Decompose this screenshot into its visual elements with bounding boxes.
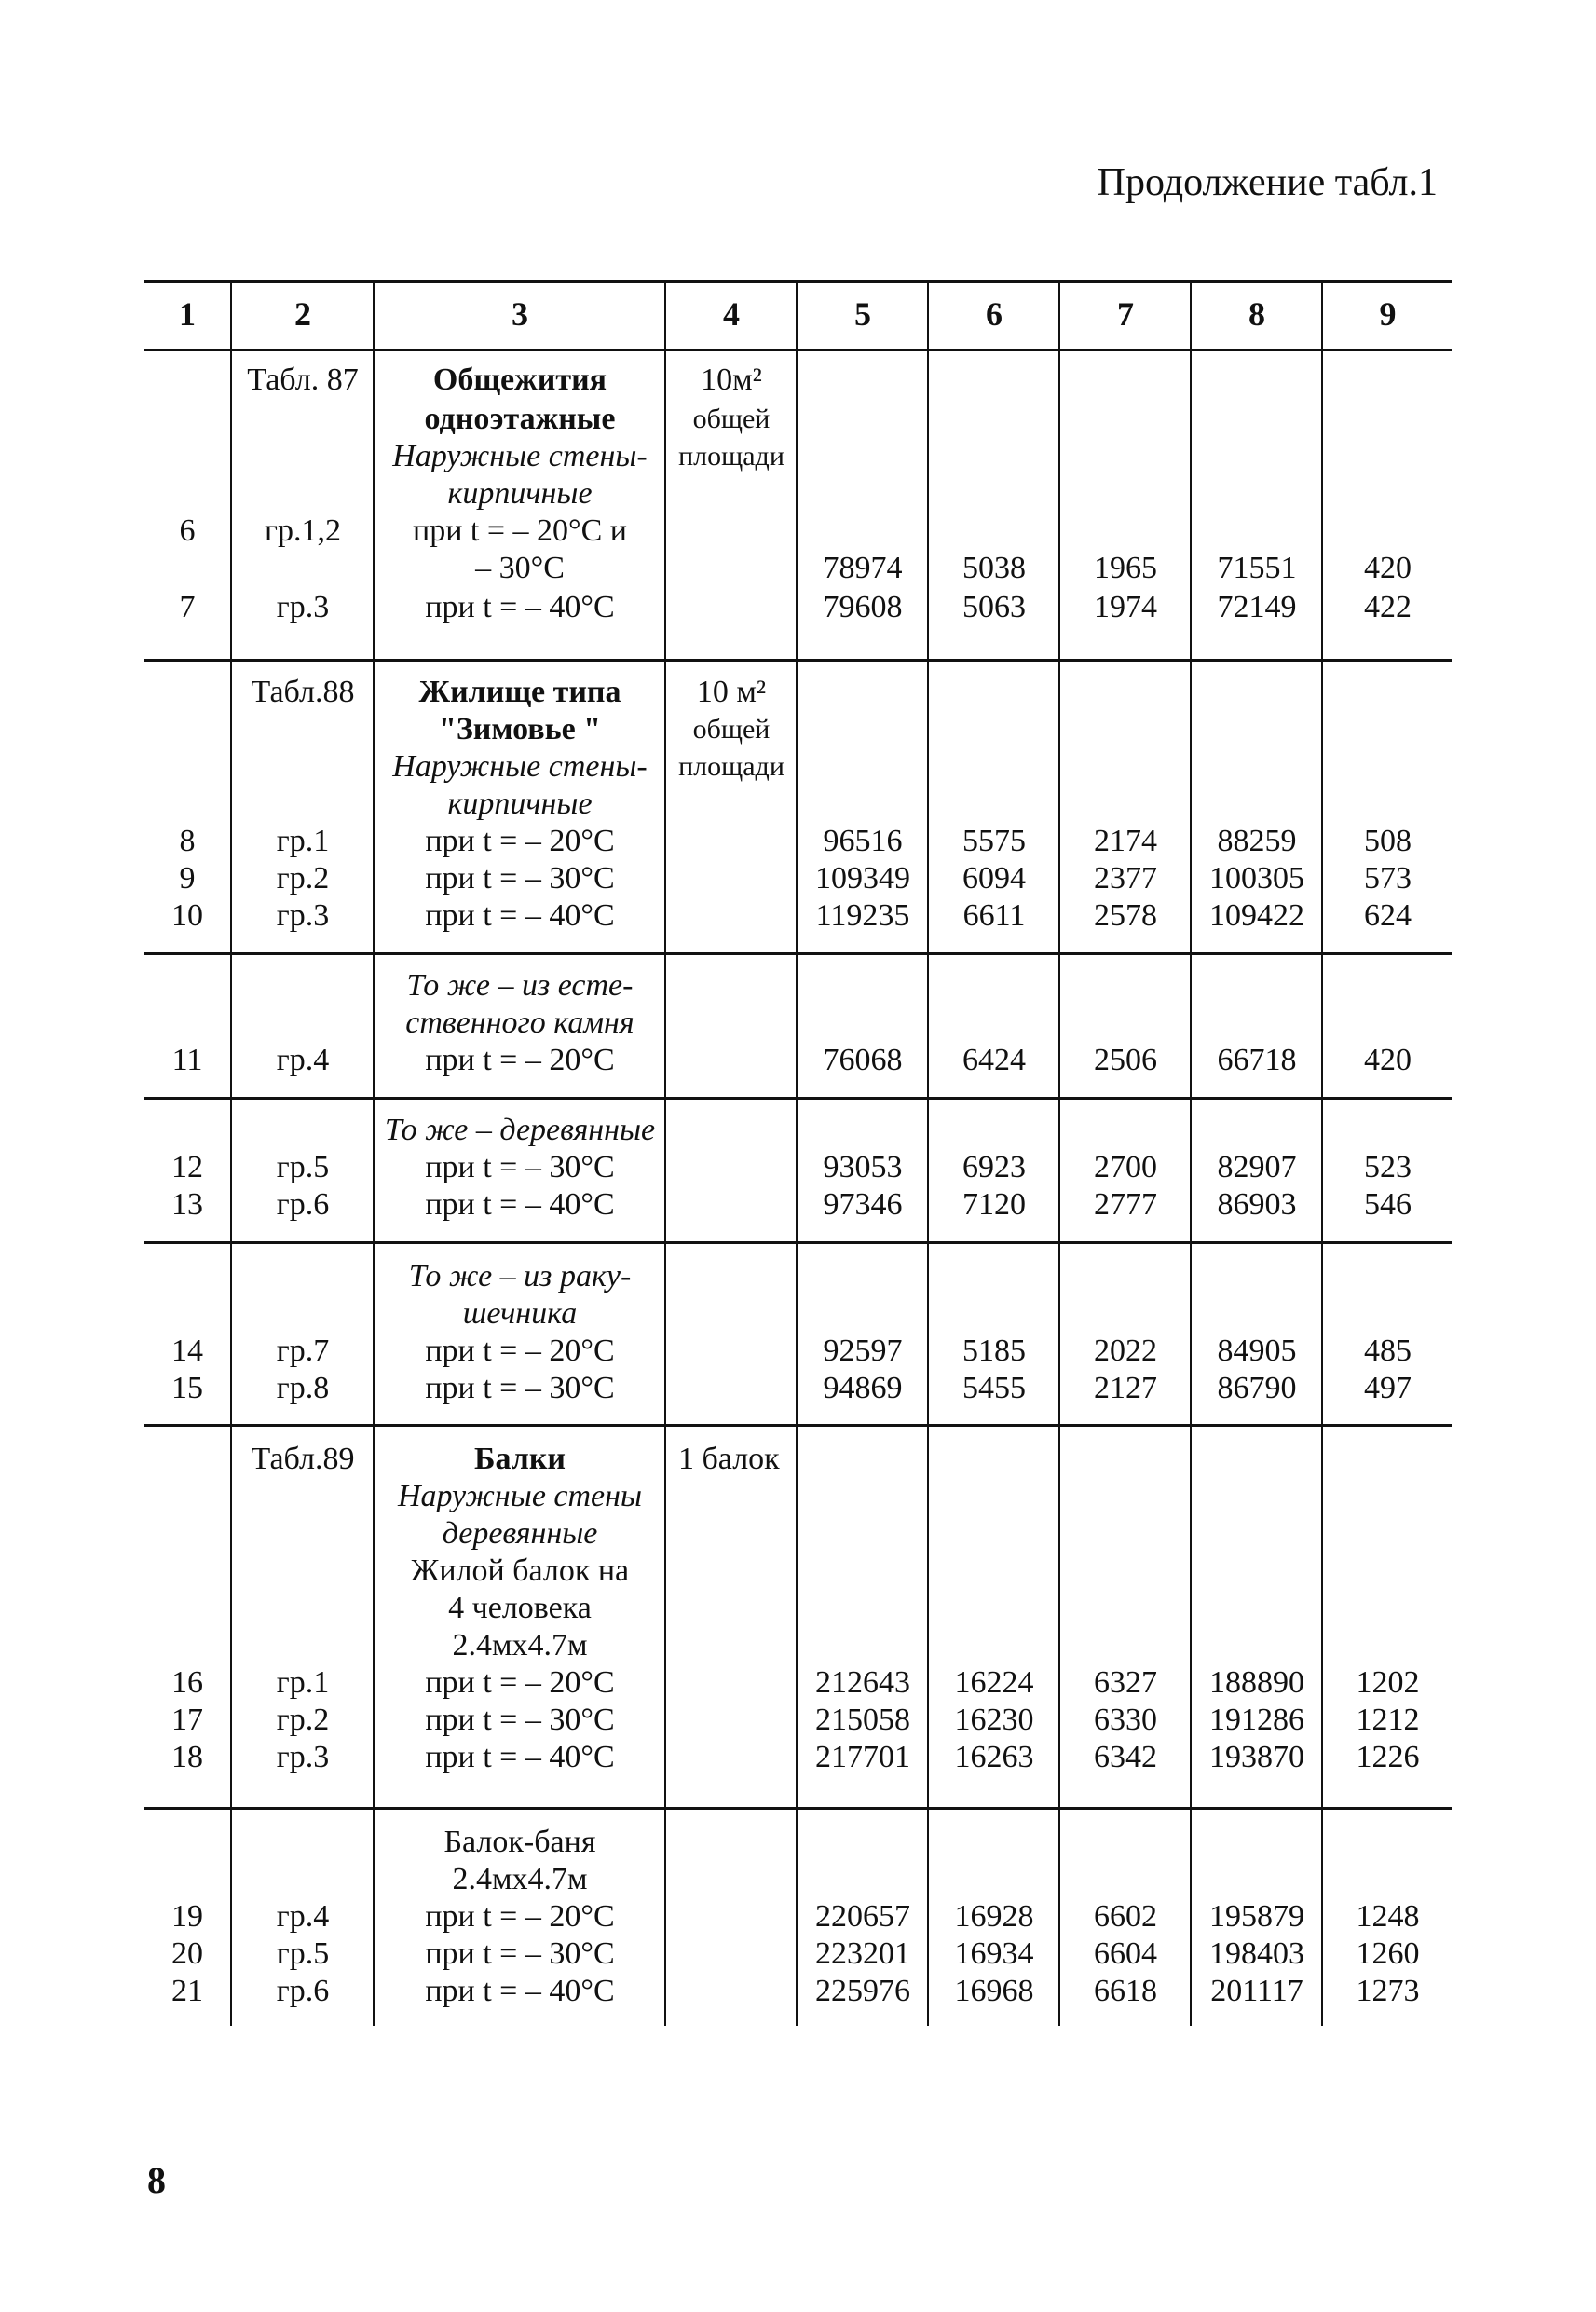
table-cell-col5: 94869 bbox=[823, 1371, 903, 1405]
table-row bbox=[144, 1332, 1452, 1371]
table-cell-col7: 2174 bbox=[1094, 824, 1157, 858]
table-cell-col7: 2506 bbox=[1094, 1043, 1157, 1077]
table-cell-col2: гр.6 bbox=[276, 1974, 330, 2008]
table-row-group bbox=[144, 351, 1452, 662]
table-cell-col3: 2.4мх4.7м bbox=[452, 1628, 588, 1662]
table-cell-col3: при t = – 20°С и bbox=[413, 513, 627, 548]
table-cell-col9: 420 bbox=[1364, 551, 1412, 585]
header-cell: 6 bbox=[986, 295, 1003, 333]
table-row bbox=[144, 1294, 1452, 1334]
table-row bbox=[144, 1701, 1452, 1740]
table-row bbox=[144, 673, 1452, 712]
table-row bbox=[144, 437, 1452, 476]
table-cell-col7: 2377 bbox=[1094, 861, 1157, 896]
table-cell-col8: 201117 bbox=[1210, 1974, 1303, 2008]
table-cell-col3: при t = – 30°С bbox=[425, 1936, 615, 1971]
table-header-row bbox=[144, 280, 1452, 351]
table-cell-col6: 6923 bbox=[962, 1150, 1026, 1184]
table-cell-col3: при t = – 20°С bbox=[425, 824, 615, 858]
table-cell-col7: 6342 bbox=[1094, 1740, 1157, 1774]
table-cell-col2: гр.4 bbox=[276, 1899, 330, 1934]
table-cell-col6: 16224 bbox=[954, 1665, 1034, 1700]
table-row bbox=[144, 512, 1452, 551]
table-cell-col1: 19 bbox=[171, 1899, 203, 1934]
table-row bbox=[144, 1185, 1452, 1224]
table-cell-col3: Балок-баня bbox=[443, 1825, 596, 1859]
table-cell-col9: 1273 bbox=[1356, 1974, 1420, 2008]
table-cell-col6: 5185 bbox=[962, 1334, 1026, 1368]
table-cell-col5: 109349 bbox=[815, 861, 910, 896]
column-divider bbox=[373, 283, 375, 349]
table-row bbox=[144, 474, 1452, 513]
table-cell-col9: 1260 bbox=[1356, 1936, 1420, 1971]
table-row-group bbox=[144, 955, 1452, 1100]
table-cell-col9: 485 bbox=[1364, 1334, 1412, 1368]
table-cell-col8: 193870 bbox=[1209, 1740, 1304, 1774]
table-cell-col2: гр.5 bbox=[276, 1150, 330, 1184]
table-cell-col2: гр.8 bbox=[276, 1371, 330, 1405]
table-row bbox=[144, 1935, 1452, 1974]
table-row-group bbox=[144, 1810, 1452, 2026]
table-cell-col5: 79608 bbox=[823, 590, 903, 624]
table-cell-col7: 1965 bbox=[1094, 551, 1157, 585]
table-cell-col8: 88259 bbox=[1217, 824, 1297, 858]
table-cell-col7: 6602 bbox=[1094, 1899, 1157, 1934]
table-cell-col5: 97346 bbox=[823, 1187, 903, 1222]
table-row bbox=[144, 1823, 1452, 1862]
header-cell: 2 bbox=[294, 295, 311, 333]
table-cell-col3: – 30°С bbox=[475, 551, 565, 585]
table-row bbox=[144, 1589, 1452, 1628]
table-cell-col4: общей bbox=[692, 714, 771, 745]
header-cell: 4 bbox=[723, 295, 740, 333]
table-cell-col5: 96516 bbox=[823, 824, 903, 858]
table-row bbox=[144, 1972, 1452, 2011]
table-cell-col3: Жилище типа bbox=[418, 675, 621, 709]
table-cell-col7: 2700 bbox=[1094, 1150, 1157, 1184]
column-divider bbox=[796, 283, 798, 349]
table-cell-col8: 72149 bbox=[1217, 590, 1297, 624]
table-row bbox=[144, 1041, 1452, 1080]
table-cell-col1: 11 bbox=[171, 1043, 203, 1077]
table-cell-col8: 66718 bbox=[1217, 1043, 1297, 1077]
table-cell-col7: 2777 bbox=[1094, 1187, 1157, 1222]
table-cell-col3: кирпичные bbox=[447, 476, 593, 511]
table-cell-col3: "Зимовье " bbox=[438, 712, 602, 746]
table-cell-col3: Наружные стены- bbox=[392, 439, 648, 473]
table-cell-col2: гр.2 bbox=[276, 861, 330, 896]
table-cell-col1: 20 bbox=[171, 1936, 203, 1971]
table-cell-col2: гр.3 bbox=[276, 590, 330, 624]
table-row bbox=[144, 966, 1452, 1006]
table-cell-col5: 215058 bbox=[815, 1703, 910, 1737]
table-cell-col8: 84905 bbox=[1217, 1334, 1297, 1368]
table-cell-col3: при t = – 30°С bbox=[425, 1150, 615, 1184]
table-cell-col5: 76068 bbox=[823, 1043, 903, 1077]
table-cell-col1: 9 bbox=[179, 861, 196, 896]
table-cell-col3: Жилой балок на bbox=[410, 1553, 630, 1588]
table-cell-col3: Балки bbox=[473, 1442, 566, 1476]
table-cell-col8: 109422 bbox=[1209, 898, 1304, 933]
table-row bbox=[144, 1257, 1452, 1296]
table-cell-col1: 13 bbox=[171, 1187, 203, 1222]
table-cell-col3: при t = – 20°С bbox=[425, 1665, 615, 1700]
table-cell-col3: шечника bbox=[462, 1296, 578, 1331]
table-cell-col9: 1202 bbox=[1356, 1665, 1420, 1700]
table-row-group bbox=[144, 1100, 1452, 1244]
table-cell-col8: 100305 bbox=[1209, 861, 1304, 896]
table-cell-col9: 624 bbox=[1364, 898, 1412, 933]
column-divider bbox=[1321, 283, 1323, 349]
table-cell-col2: гр.3 bbox=[276, 898, 330, 933]
table-cell-col3: при t = – 30°С bbox=[425, 861, 615, 896]
table-cell-col3: при t = – 40°С bbox=[425, 1187, 615, 1222]
table-cell-col6: 7120 bbox=[962, 1187, 1026, 1222]
table-cell-col7: 6618 bbox=[1094, 1974, 1157, 2008]
table-row bbox=[144, 1369, 1452, 1408]
table-cell-col6: 6424 bbox=[962, 1043, 1026, 1077]
table-cell-col9: 573 bbox=[1364, 861, 1412, 896]
table-cell-col8: 71551 bbox=[1217, 551, 1297, 585]
table-row bbox=[144, 1626, 1452, 1665]
table-cell-col6: 16263 bbox=[954, 1740, 1034, 1774]
table-cell-col7: 2022 bbox=[1094, 1334, 1157, 1368]
column-divider bbox=[1058, 283, 1060, 349]
table-cell-col2: гр.4 bbox=[276, 1043, 330, 1077]
table-cell-col2: гр.1 bbox=[276, 824, 330, 858]
table-cell-col4: 10 м² bbox=[696, 675, 767, 709]
header-cell: 3 bbox=[512, 295, 528, 333]
table-cell-col3: кирпичные bbox=[447, 787, 593, 821]
table-cell-col3: Наружные стены bbox=[397, 1479, 643, 1513]
table-cell-col9: 420 bbox=[1364, 1043, 1412, 1077]
table-cell-col9: 508 bbox=[1364, 824, 1412, 858]
table-cell-col7: 1974 bbox=[1094, 590, 1157, 624]
header-cell: 9 bbox=[1379, 295, 1397, 333]
table-row bbox=[144, 1897, 1452, 1936]
table-cell-col5: 78974 bbox=[823, 551, 903, 585]
table-cell-col3: при t = – 40°С bbox=[425, 590, 615, 624]
table-cell-col7: 2578 bbox=[1094, 898, 1157, 933]
table-cell-col3: То же – из раку- bbox=[408, 1259, 632, 1293]
table-row bbox=[144, 822, 1452, 861]
table-cell-col3: при t = – 40°С bbox=[425, 1740, 615, 1774]
table-row bbox=[144, 1004, 1452, 1043]
table-cell-col8: 191286 bbox=[1209, 1703, 1304, 1737]
table-cell-col6: 5063 bbox=[962, 590, 1026, 624]
table-cell-col2: гр.6 bbox=[276, 1187, 330, 1222]
table-cell-col3: при t = – 30°С bbox=[425, 1371, 615, 1405]
table-cell-col4: площади bbox=[678, 441, 784, 472]
table-cell-col3: ственного камня bbox=[405, 1006, 634, 1040]
table-row bbox=[144, 896, 1452, 936]
data-table bbox=[144, 280, 1452, 2026]
table-row bbox=[144, 1111, 1452, 1150]
table-cell-col5: 212643 bbox=[815, 1665, 910, 1700]
table-cell-col5: 92597 bbox=[823, 1334, 903, 1368]
table-cell-col2: Табл.89 bbox=[251, 1442, 355, 1476]
table-cell-col9: 546 bbox=[1364, 1187, 1412, 1222]
table-cell-col5: 119235 bbox=[815, 898, 910, 933]
table-cell-col9: 1226 bbox=[1356, 1740, 1420, 1774]
table-cell-col1: 10 bbox=[171, 898, 203, 933]
table-row bbox=[144, 1477, 1452, 1516]
table-cell-col8: 198403 bbox=[1209, 1936, 1304, 1971]
table-row bbox=[144, 747, 1452, 787]
table-body bbox=[144, 351, 1452, 2026]
table-row bbox=[144, 588, 1452, 627]
table-cell-col4: общей bbox=[692, 404, 771, 434]
table-cell-col1: 8 bbox=[179, 824, 196, 858]
table-cell-col3: при t = – 30°С bbox=[425, 1703, 615, 1737]
table-cell-col6: 16928 bbox=[954, 1899, 1034, 1934]
table-cell-col8: 195879 bbox=[1209, 1899, 1304, 1934]
table-row bbox=[144, 859, 1452, 898]
table-cell-col2: Табл.88 bbox=[251, 675, 355, 709]
table-cell-col2: гр.3 bbox=[276, 1740, 330, 1774]
table-row-group bbox=[144, 1427, 1452, 1810]
table-cell-col2: гр.1,2 bbox=[265, 513, 341, 548]
table-cell-col5: 225976 bbox=[815, 1974, 910, 2008]
table-cell-col3: 4 человека bbox=[448, 1591, 592, 1625]
table-cell-col9: 523 bbox=[1364, 1150, 1412, 1184]
table-cell-col3: одноэтажные bbox=[424, 402, 616, 436]
column-divider bbox=[1190, 283, 1192, 349]
column-divider bbox=[927, 283, 929, 349]
table-cell-col2: гр.7 bbox=[276, 1334, 330, 1368]
header-cell: 7 bbox=[1117, 295, 1134, 333]
table-row-group bbox=[144, 1244, 1452, 1427]
table-cell-col7: 6327 bbox=[1094, 1665, 1157, 1700]
table-cell-col4: 10м² bbox=[701, 363, 762, 397]
table-cell-col2: гр.2 bbox=[276, 1703, 330, 1737]
table-cell-col7: 6330 bbox=[1094, 1703, 1157, 1737]
table-cell-col3: при t = – 20°С bbox=[425, 1899, 615, 1934]
table-cell-col4: площади bbox=[678, 751, 784, 782]
table-row bbox=[144, 400, 1452, 439]
table-cell-col8: 82907 bbox=[1217, 1150, 1297, 1184]
table-cell-col5: 93053 bbox=[823, 1150, 903, 1184]
table-cell-col7: 2127 bbox=[1094, 1371, 1157, 1405]
table-row bbox=[144, 710, 1452, 749]
header-cell: 1 bbox=[179, 295, 196, 333]
table-cell-col3: То же – деревянные bbox=[384, 1113, 656, 1147]
table-row bbox=[144, 1552, 1452, 1591]
table-cell-col1: 18 bbox=[171, 1740, 203, 1774]
table-cell-col2: гр.1 bbox=[276, 1665, 330, 1700]
table-cell-col1: 14 bbox=[171, 1334, 203, 1368]
table-row bbox=[144, 1663, 1452, 1703]
table-cell-col1: 15 bbox=[171, 1371, 203, 1405]
table-row bbox=[144, 1738, 1452, 1777]
table-row bbox=[144, 1440, 1452, 1479]
table-row bbox=[144, 1514, 1452, 1553]
table-row-group bbox=[144, 662, 1452, 955]
table-cell-col8: 188890 bbox=[1209, 1665, 1304, 1700]
page-number: 8 bbox=[147, 2159, 166, 2201]
table-row bbox=[144, 549, 1452, 588]
table-cell-col6: 6611 bbox=[962, 898, 1026, 933]
table-cell-col3: при t = – 40°С bbox=[425, 1974, 615, 2008]
table-cell-col6: 6094 bbox=[962, 861, 1026, 896]
table-cell-col5: 217701 bbox=[815, 1740, 910, 1774]
table-cell-col1: 16 bbox=[171, 1665, 203, 1700]
table-cell-col1: 21 bbox=[171, 1974, 203, 2008]
table-cell-col6: 5038 bbox=[962, 551, 1026, 585]
table-cell-col6: 5575 bbox=[962, 824, 1026, 858]
table-cell-col2: гр.5 bbox=[276, 1936, 330, 1971]
table-cell-col3: деревянные bbox=[442, 1516, 598, 1551]
column-divider bbox=[230, 283, 232, 349]
header-cell: 8 bbox=[1248, 295, 1265, 333]
table-row bbox=[144, 1148, 1452, 1187]
header-cell: 5 bbox=[854, 295, 871, 333]
table-cell-col6: 5455 bbox=[962, 1371, 1026, 1405]
table-cell-col6: 16934 bbox=[954, 1936, 1034, 1971]
table-cell-col3: при t = – 40°С bbox=[425, 898, 615, 933]
table-cell-col2: Табл. 87 bbox=[247, 363, 359, 397]
table-continuation-caption: Продолжение табл.1 bbox=[1097, 161, 1438, 204]
table-row bbox=[144, 361, 1452, 400]
table-cell-col6: 16968 bbox=[954, 1974, 1034, 2008]
table-cell-col6: 16230 bbox=[954, 1703, 1034, 1737]
table-cell-col9: 1212 bbox=[1356, 1703, 1420, 1737]
table-cell-col7: 6604 bbox=[1094, 1936, 1157, 1971]
table-cell-col3: 2.4мх4.7м bbox=[452, 1862, 588, 1896]
table-cell-col5: 223201 bbox=[815, 1936, 910, 1971]
table-cell-col9: 422 bbox=[1364, 590, 1412, 624]
table-cell-col1: 17 bbox=[171, 1703, 203, 1737]
table-cell-col9: 1248 bbox=[1356, 1899, 1420, 1934]
table-cell-col3: Наружные стены- bbox=[392, 749, 648, 784]
table-cell-col5: 220657 bbox=[815, 1899, 910, 1934]
table-cell-col3: Общежития bbox=[432, 363, 607, 397]
table-row bbox=[144, 1860, 1452, 1899]
column-divider bbox=[664, 283, 666, 349]
table-cell-col1: 12 bbox=[171, 1150, 203, 1184]
table-cell-col4: 1 балок bbox=[678, 1442, 780, 1476]
table-cell-col9: 497 bbox=[1364, 1371, 1412, 1405]
table-cell-col1: 6 bbox=[179, 513, 196, 548]
table-cell-col3: То же – из есте- bbox=[406, 968, 634, 1003]
table-cell-col8: 86790 bbox=[1217, 1371, 1297, 1405]
table-cell-col3: при t = – 20°С bbox=[425, 1043, 615, 1077]
table-cell-col8: 86903 bbox=[1217, 1187, 1297, 1222]
table-cell-col1: 7 bbox=[179, 590, 196, 624]
table-cell-col3: при t = – 20°С bbox=[425, 1334, 615, 1368]
table-row bbox=[144, 785, 1452, 824]
